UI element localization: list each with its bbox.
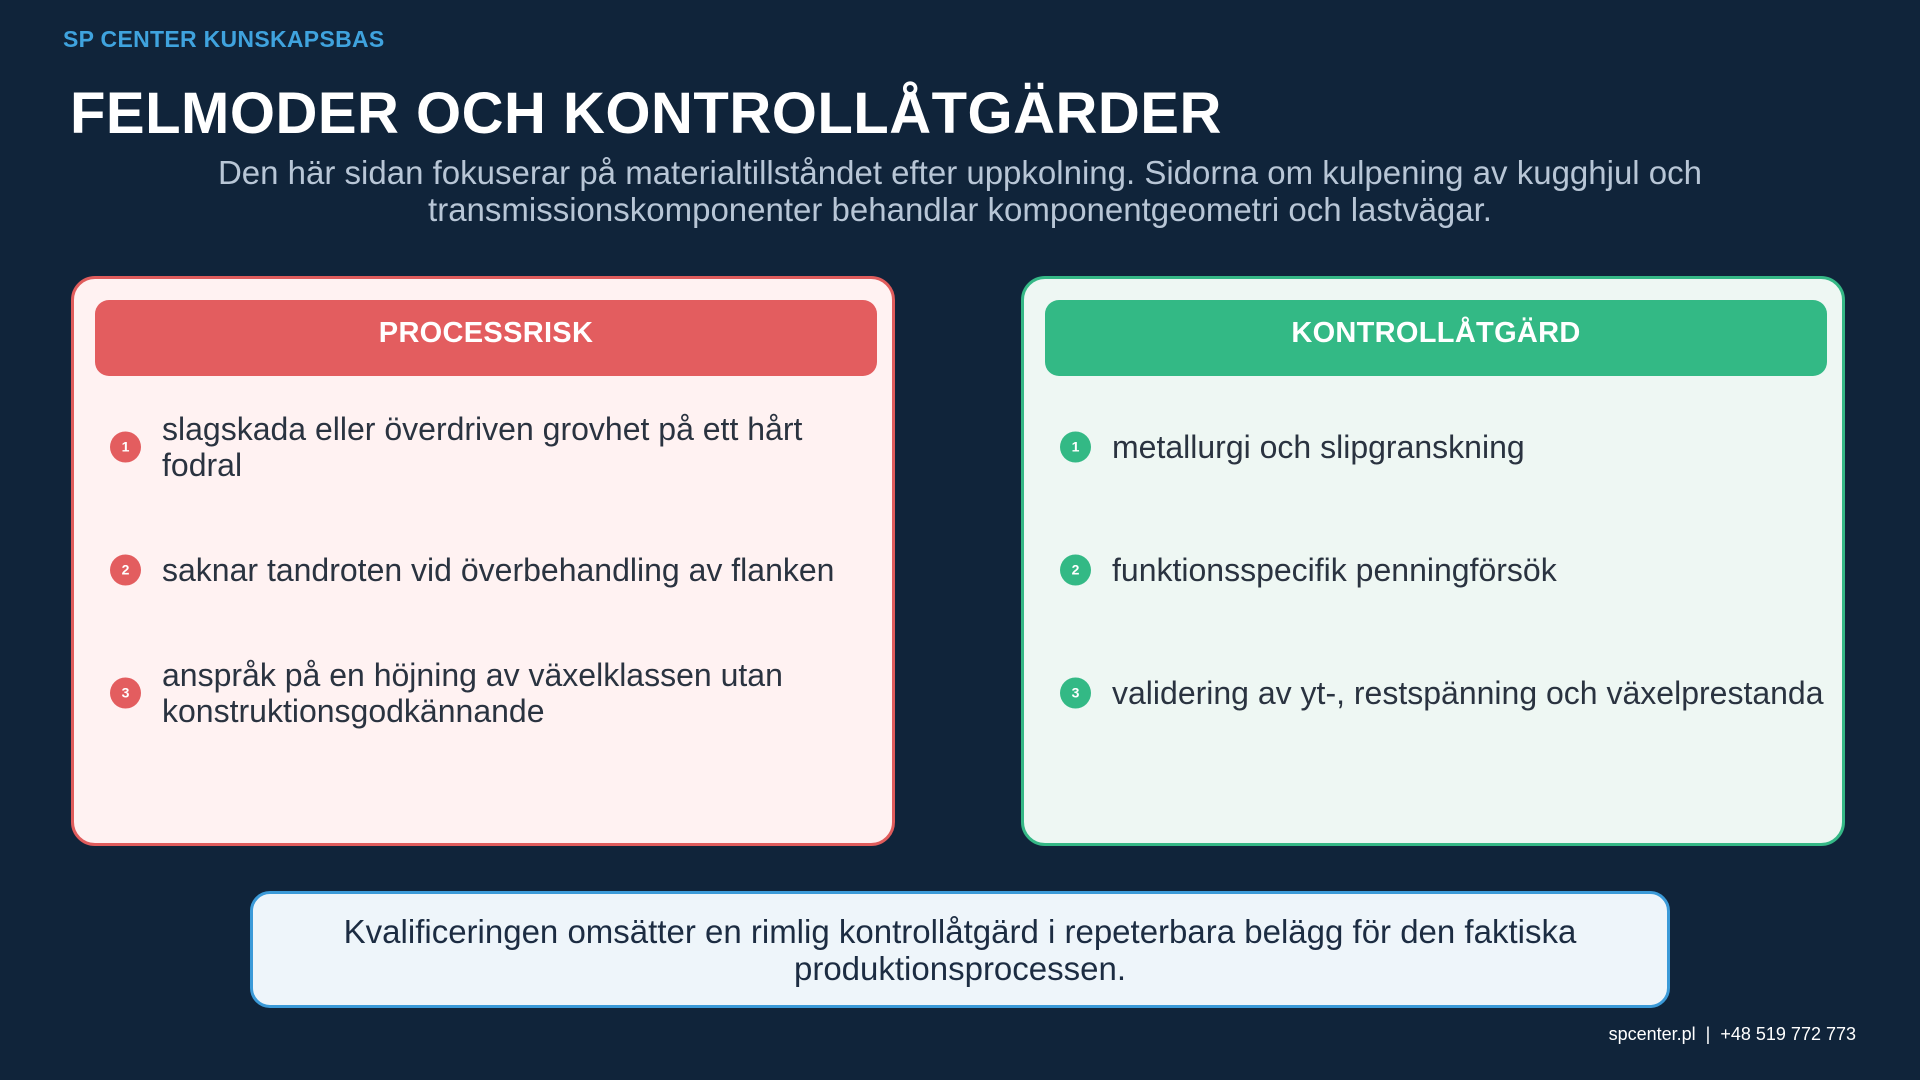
risk-item-text-2: saknar tandroten vid överbehandling av flanken	[162, 552, 835, 588]
risk-number-badge-1: 1	[110, 432, 141, 463]
process-risk-header: PROCESSRISK	[95, 300, 877, 376]
qualification-note-box	[250, 891, 1670, 1008]
contact-info: spcenter.pl | +48 519 772 773	[1608, 1024, 1856, 1044]
control-number-badge-1: 1	[1060, 432, 1091, 463]
control-item-text-3: validering av yt-, restspänning och växelprestanda	[1112, 675, 1824, 711]
brand-label: SP CENTER KUNSKAPSBAS	[63, 26, 385, 52]
control-number-badge-3: 3	[1060, 678, 1091, 709]
qualification-note-text: Kvalificeringen omsätter en rimlig kontrollåtgärd i repeterbara belägg för den faktiska produktionsprocessen.	[343, 912, 1577, 987]
process-risk-card	[71, 276, 895, 846]
control-measure-card	[1021, 276, 1845, 846]
page-subtitle: Den här sidan fokuserar på materialtillståndet efter uppkolning. Sidorna om kulpening av kugghjul och transmissionskomponenter behandlar komponentgeometri och lastvägar.	[217, 154, 1703, 228]
control-item-text-2: funktionsspecifik penningförsök	[1112, 552, 1557, 588]
risk-number-badge-2: 2	[110, 555, 141, 586]
control-number-badge-2: 2	[1060, 555, 1091, 586]
risk-number-badge-3: 3	[110, 678, 141, 709]
risk-item-text-3: anspråk på en höjning av växelklassen utan konstruktionsgodkännande	[162, 657, 783, 729]
page-title: FELMODER OCH KONTROLLÅTGÄRDER	[70, 81, 1222, 146]
control-item-text-1: metallurgi och slipgranskning	[1112, 429, 1525, 465]
risk-item-text-1: slagskada eller överdriven grovhet på ett hårt fodral	[162, 411, 803, 483]
control-measure-header: KONTROLLÅTGÄRD	[1045, 300, 1827, 376]
